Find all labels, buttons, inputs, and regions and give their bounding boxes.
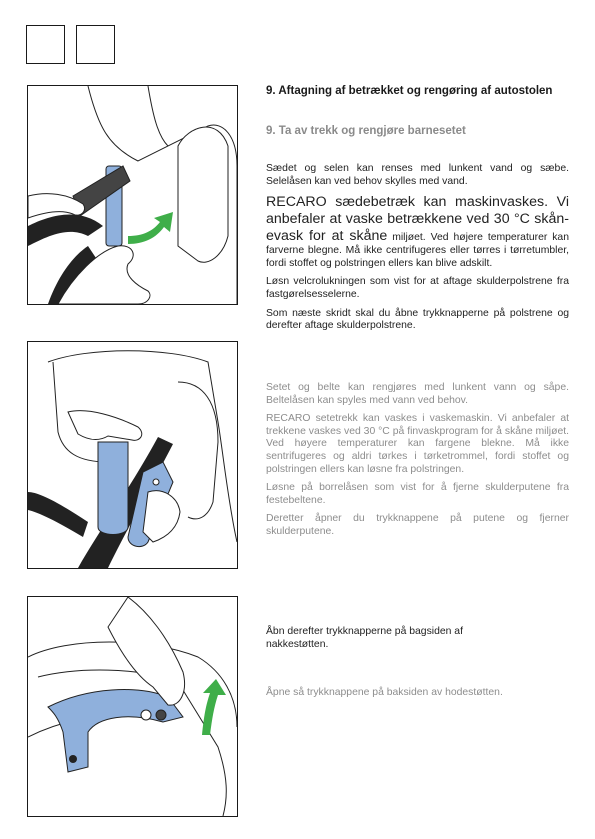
illustration-headrest-snap-buttons	[27, 596, 238, 817]
danish-paragraph-2-large: RECARO sædebetræk kan maskinvaskes. Vi anbefaler at vaske betrækkene ved 30 °C skånevask for at skåne	[266, 194, 569, 245]
danish-paragraph-2-small: miljøet. Ved højere temperaturer kan farverne blegne. Må ikke centrifugeres eller tørres i tørretumbler, fordi stoffet og polstringen ellers kan blive adskilt.	[266, 232, 569, 269]
norwegian-paragraph-4: Deretter åpner du trykknappene på putene og fjerner skulderputene.	[266, 513, 569, 537]
headrest-text-block	[266, 626, 516, 657]
language-box-2	[76, 25, 115, 64]
language-box-1	[26, 25, 65, 64]
illustration-velcro-release	[27, 85, 238, 305]
danish-paragraph-5: Åbn derefter trykknapperne på bagsiden af nakkestøtten.	[266, 626, 463, 650]
norwegian-text-block	[266, 382, 569, 545]
arrow-icon	[128, 212, 173, 244]
heading-danish: 9. Aftagning af betrækket og rengøring af autostolen	[266, 85, 553, 97]
illustration-snap-buttons-shoulder-pads	[27, 341, 238, 569]
danish-paragraph-1: Sædet og selen kan renses med lunkent vand og sæbe. Selelåsen kan ved behov skylles med vand.	[266, 163, 569, 187]
norwegian-paragraph-2: RECARO setetrekk kan vaskes i vaskemaskin. Vi anbefaler at trekkene vaskes ved 30 °C på finvaskprogram for å skåne miljøet. Ved høyere temperaturer kan fargene blekne. Må ikke sentrifugeres og aldri tørkes i tørketrommel, fordi stoffet og polstringen ellers kan løsne fra polstringen.	[266, 413, 569, 475]
danish-text-block	[266, 163, 569, 339]
arrow-up-icon	[202, 679, 226, 735]
headrest-text-block-no	[266, 687, 569, 706]
danish-paragraph-3: Løsn velcrolukningen som vist for at aftage skulderpolstrene fra fastgørelsesselerne.	[266, 276, 569, 300]
norwegian-paragraph-3: Løsne på borrelåsen som vist for å fjerne skulderputene fra festebeltene.	[266, 482, 569, 506]
heading-norwegian: 9. Ta av trekk og rengjøre barnesetet	[266, 125, 466, 137]
norwegian-paragraph-5: Åpne så trykknappene på baksiden av hodestøtten.	[266, 687, 503, 698]
norwegian-paragraph-1: Setet og belte kan rengjøres med lunkent vann og såpe. Beltelåsen kan spyles med vann ved behov.	[266, 382, 569, 406]
danish-paragraph-2	[266, 194, 569, 270]
danish-paragraph-4: Som næste skridt skal du åbne trykknapperne på polstrene og derefter aftage skulderpolstrene.	[266, 307, 569, 332]
